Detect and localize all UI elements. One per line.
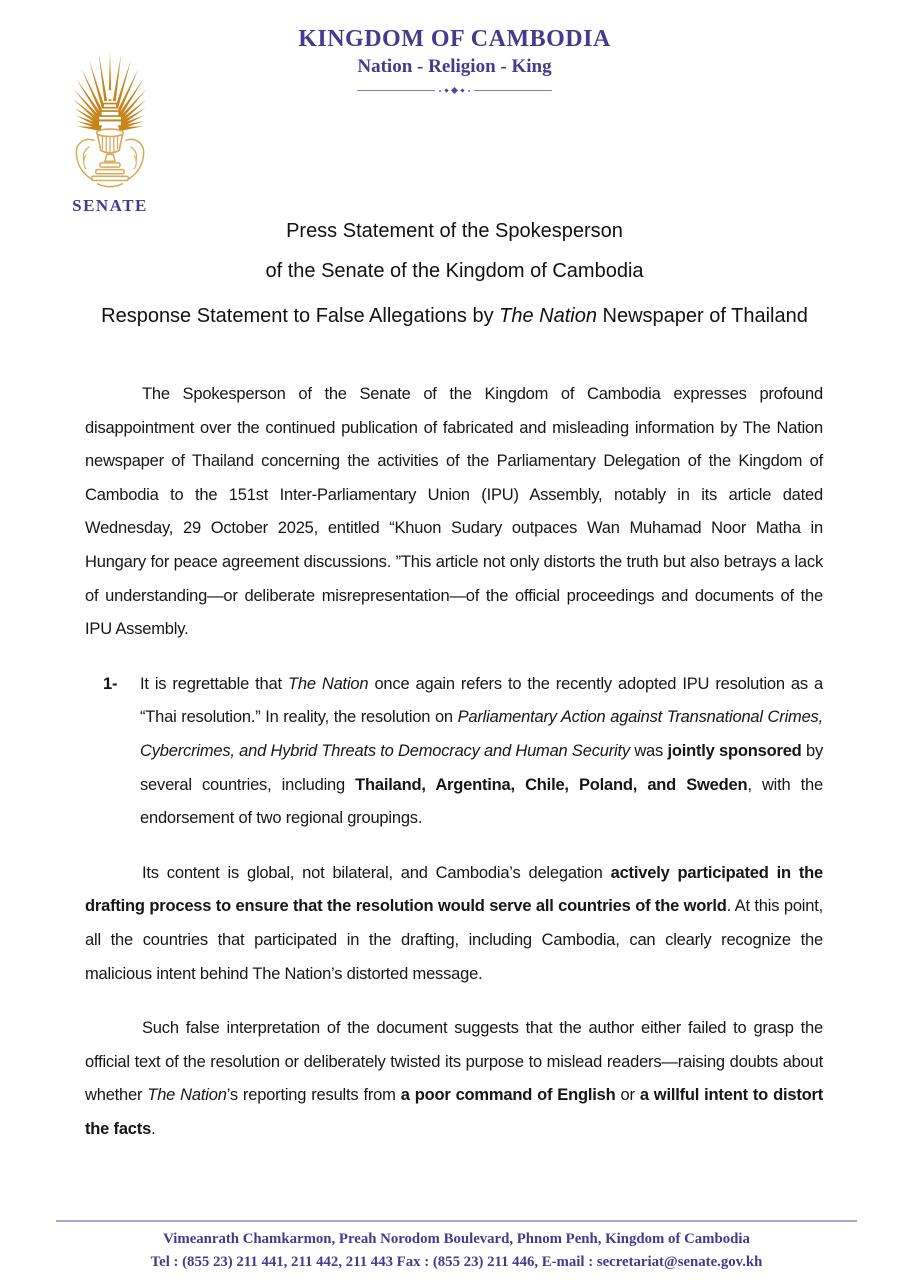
footer-contact: Tel : (855 23) 211 441, 211 442, 211 443 Fax : (855 23) 211 446, E-mail : secretariat@senate.gov.kh	[150, 1254, 763, 1270]
list-item-marker: 1-	[103, 674, 118, 693]
press-statement-title	[0, 211, 909, 291]
senate-emblem	[62, 50, 158, 216]
footer-address: Vimeanrath Chamkarmon, Preah Norodom Boulevard, Phnom Penh, Kingdom of Cambodia	[163, 1231, 750, 1247]
divider-ornament-icon	[357, 88, 552, 93]
kingdom-title: KINGDOM OF CAMBODIA	[298, 26, 611, 52]
statement-subtitle: Response Statement to False Allegations by The Nation Newspaper of Thailand	[101, 305, 808, 327]
paragraph-intro: The Spokesperson of the Senate of the Kingdom of Cambodia expresses profound disappointment over the continued publication of fabricated and misleading information by The Nation newspaper of Thailand concerning the activities of the Parliamentary Delegation of the Kingdom of Cambodia to the 151st Inter-Parliamentary Union (IPU) Assembly, notably in its article dated Wednesday, 29 October 2025, entitled “Khuon Sudary outpaces Wan Muhamad Noor Matha in Hungary for peace agreement discussions. ”This article not only distorts the truth but also betrays a lack of understanding—or deliberate misrepresentation—of the official proceedings and documents of the IPU Assembly.	[85, 385, 823, 639]
title-line-1: Press Statement of the Spokesperson	[286, 220, 623, 242]
document-body	[85, 378, 823, 1146]
list-item-text: It is regrettable that The Nation once again refers to the recently adopted IPU resolution as a “Thai resolution.” In reality, the resolution on Parliamentary Action against Transnational Crimes, Cybercrimes, and Hybrid Threats to Democracy and Human Security was jointly sponsored by several countries, including Thailand, Argentina, Chile, Poland, and Sweden, with the endorsement of two regional groupings.	[140, 674, 824, 828]
national-motto: Nation - Religion - King	[357, 56, 552, 77]
paragraph-false-interpretation: Such false interpretation of the document suggests that the author either failed to grasp the official text of the resolution or deliberately twisted its purpose to mislead readers—raising doubts about whether The Nation’s reporting results from a poor command of English or a willful intent to distort the facts.	[85, 1019, 824, 1138]
title-line-2: of the Senate of the Kingdom of Cambodia	[265, 260, 644, 282]
senate-emblem-icon	[64, 50, 156, 191]
senate-label: SENATE	[72, 195, 148, 215]
footer	[56, 1220, 857, 1280]
paragraph-content-global: Its content is global, not bilateral, and Cambodia’s delegation actively participated in the drafting process to ensure that the resolution would serve all countries of the world. At this point, all the countries that participated in the drafting, including Cambodia, can clearly recognize the malicious intent behind The Nation’s distorted message.	[85, 863, 824, 983]
list-item-1	[85, 668, 823, 836]
